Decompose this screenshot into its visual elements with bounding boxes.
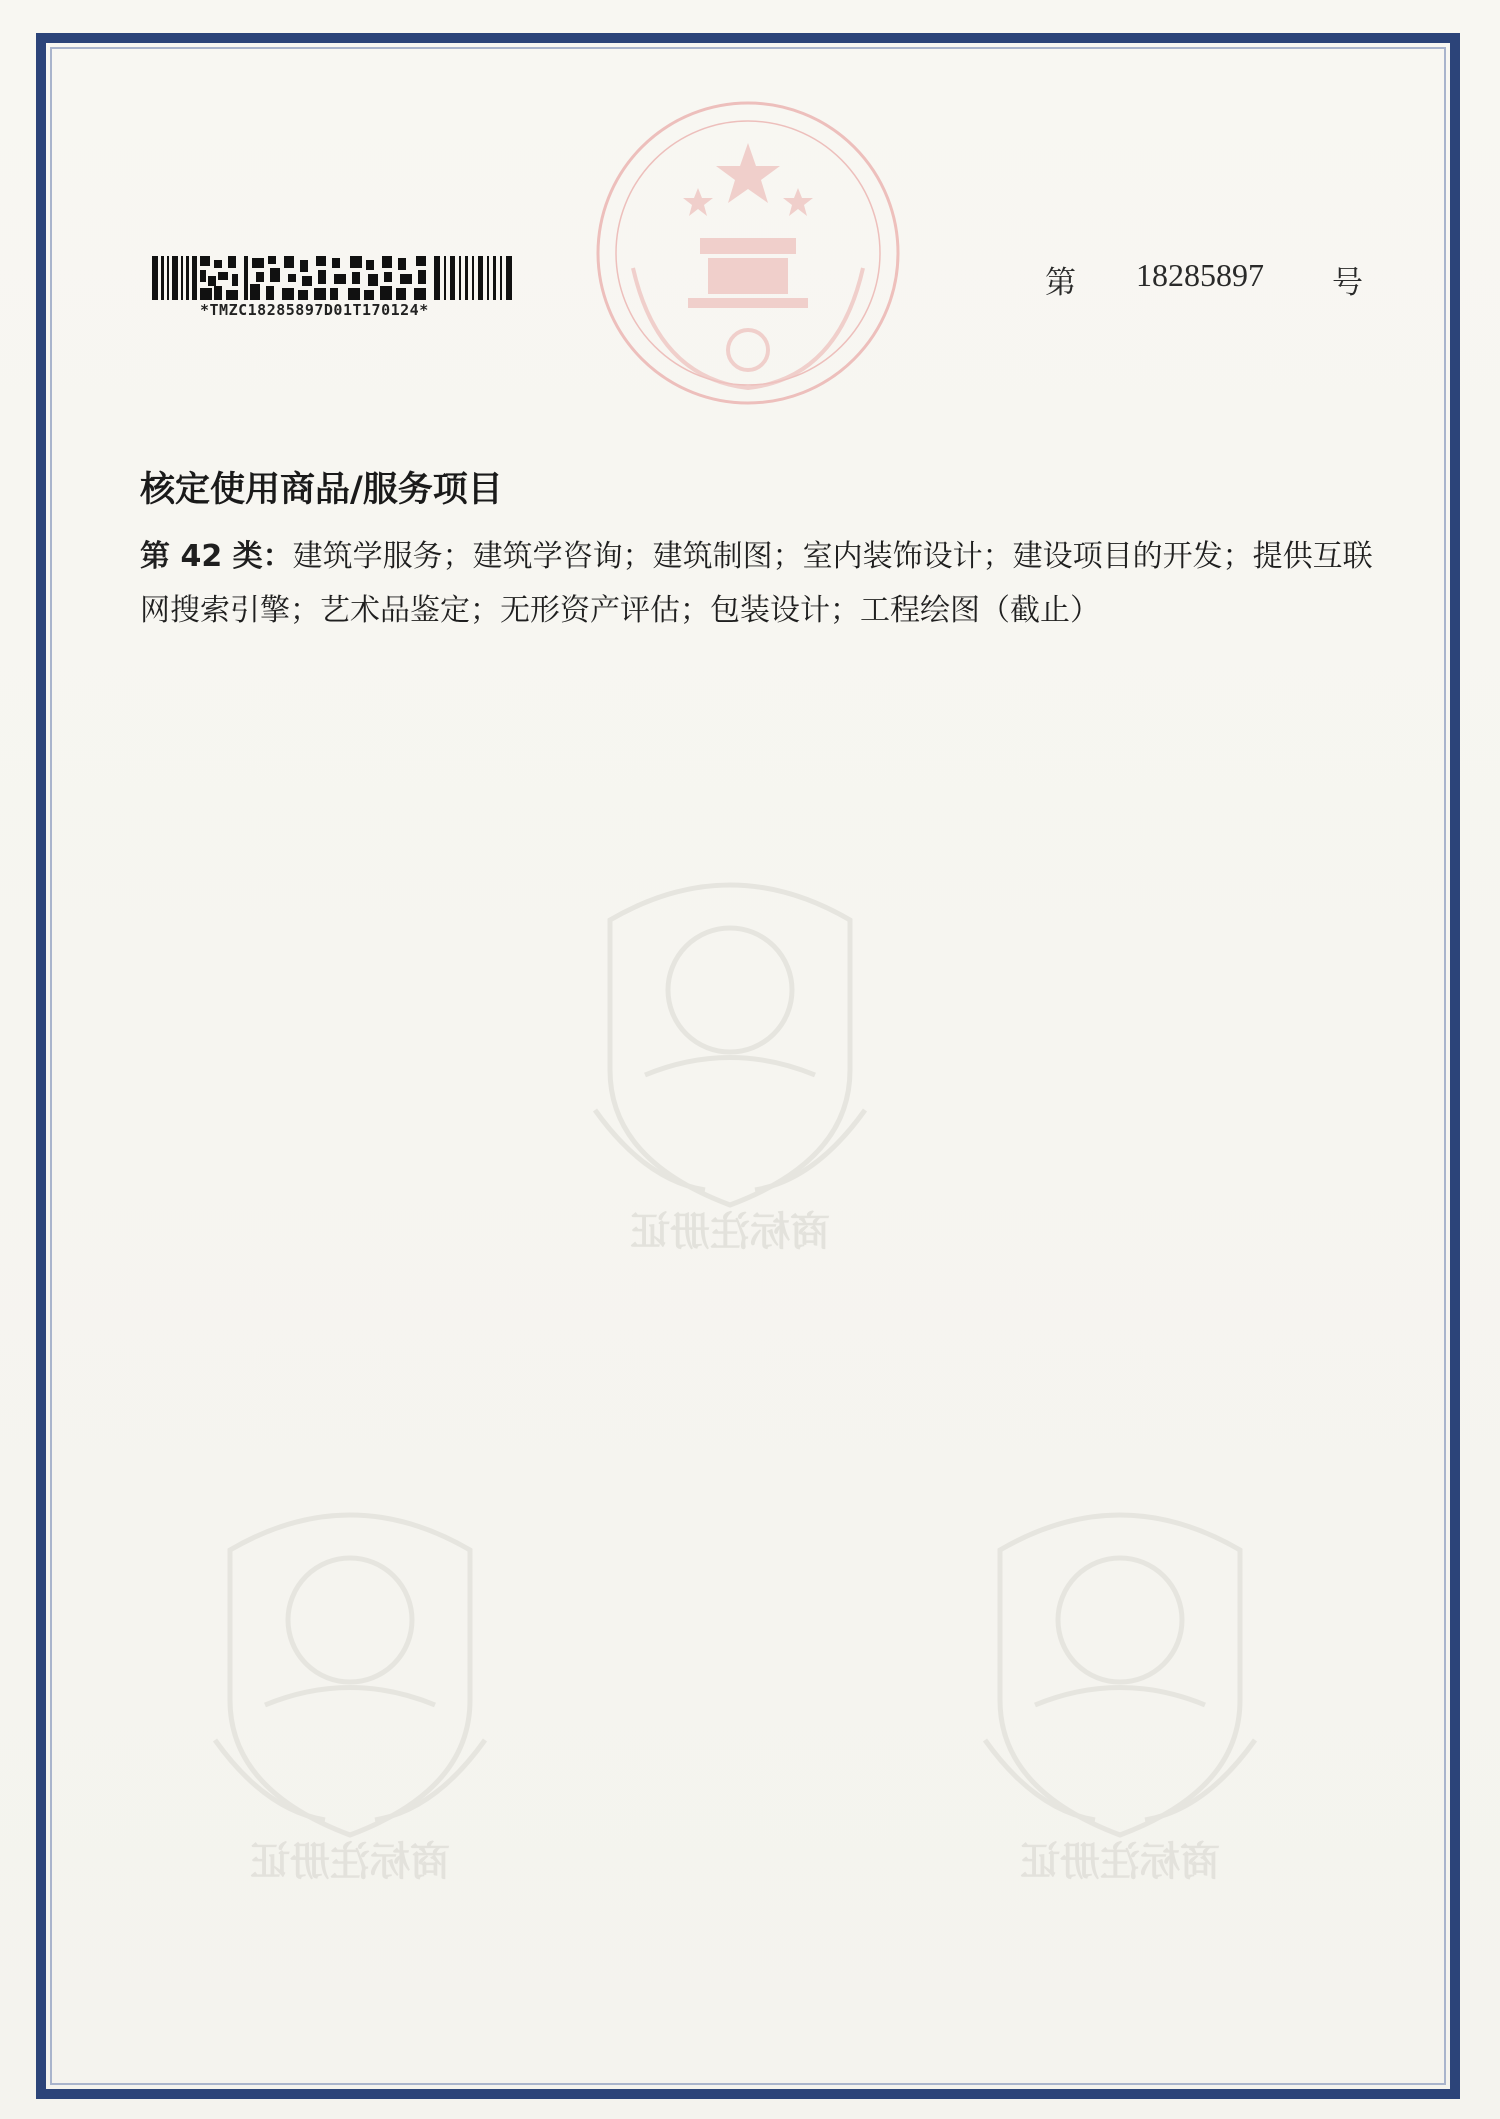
- national-emblem-seal: [588, 88, 908, 428]
- class-42-services: [140, 530, 1380, 638]
- registration-number-value: 18285897: [1136, 257, 1264, 293]
- class-services-text: 建筑学服务；建筑学咨询；建筑制图；室内装饰设计；建设项目的开发；提供互联网搜索引擎；艺术品鉴定；无形资产评估；包装设计；工程绘图（截止）: [140, 539, 1373, 628]
- emboss-badge-center: [585, 860, 875, 1260]
- section-title: 核定使用商品/服务项目: [140, 470, 503, 510]
- emboss-left-text: 商标注册证: [250, 1839, 450, 1885]
- emboss-right-text: 商标注册证: [1020, 1839, 1220, 1885]
- class-label: 第 42 类：: [140, 539, 293, 574]
- barcode-image: [152, 256, 514, 300]
- emboss-badge-left: [205, 1490, 495, 1890]
- registration-prefix: 第: [1045, 265, 1076, 301]
- barcode-caption: *TMZC18285897D01T170124*: [200, 301, 429, 319]
- registration-number: [1040, 257, 1380, 307]
- emboss-badge-right: [975, 1490, 1265, 1890]
- registration-suffix: 号: [1332, 265, 1363, 301]
- emboss-center-text: 商标注册证: [630, 1209, 830, 1255]
